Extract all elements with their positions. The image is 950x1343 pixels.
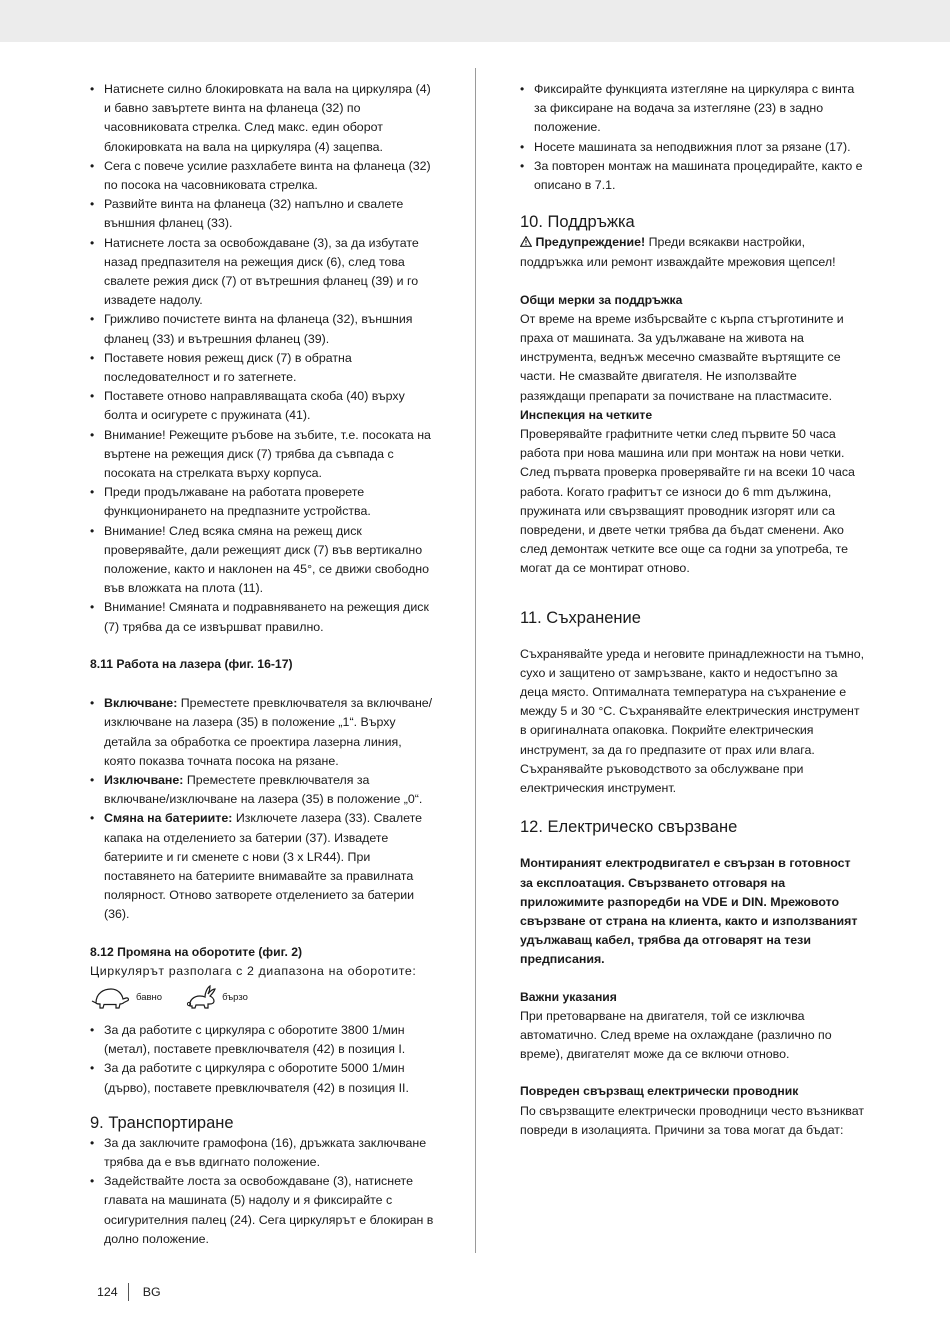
list-item: • Сега с повече усилие разхлабете винта на фланеца (32) по посока на часовниковата стрелка. [90,157,435,195]
fast-label: бързо [222,992,248,1004]
storage-text: Съхранявайте уреда и неговите принадлежности на тъмно, сухо и защитено от замръзване, както и недостъпно за деца място. Оптималната температура на съхранение е между 5 и 30 °C. Съхранявайте електрическия инструмент в оригиналната опаковка. Покрийте електрическия инструмент, за да го предпазите от прах или влага. Съхранявайте ръководството за обслужване при електрическия инструмент. [520,646,865,796]
electrical-notice: Монтираният електродвигател е свързан в готовност за експлоатация. Свързването отговаря на приложимите разпоредби на VDE и DIN. Мрежовото свързване от страна на клиента, както и използваният удължаващ кабел, трябва да отговарят на тези предписания. [520,856,858,967]
list-item: • За да работите с циркуляра с оборотите 5000 1/мин (дърво), поставете превключвателя (42) в позиция II. [90,1059,435,1097]
laser-on-label: Включване: [104,696,178,711]
maintenance-heading: 10. Поддръжка [520,213,635,232]
list-item [90,694,435,771]
battery-label: Смяна на батериите: [104,811,233,826]
list-item: • Задействайте лоста за освобождаване (3), натиснете главата на машината (5) надолу и я фиксирайте с осигурителния палец (24). Сега циркулярът е блокиран в долно положение. [90,1172,435,1249]
list-item [90,809,435,924]
top-band [0,0,950,42]
speed-icons-row [90,981,435,1015]
battery-text: Изключете лазера (33). Свалете капака на отделението за батерии (37). Извадете батериите и ги сменете с нови (3 x LR44). При поставянето на батериите внимавайте за правилната полярност. Отново затворете отделението за батерии (36). [104,811,422,922]
list-item: • Внимание! След всяка смяна на режещ диск проверявайте, дали режещият диск (7) във вертикално положение, както и наклонен на 45°, се движи свободно във вложката на плота (11). [90,522,435,599]
laser-off-text: Преместете превключвателя за включване/изключване на лазера (35) в положение „0“. [104,772,423,807]
rabbit-icon [186,984,218,1012]
list-item: • Фиксирайте функцията изтегляне на циркуляра с винта за фиксиране на водача за изтегляне (23) в задно положение. [520,80,865,138]
language-code: BG [142,1285,161,1299]
turtle-icon [90,985,130,1011]
general-maintenance-text: От време на време избърсвайте с кърпа стърготините и праха от машината. За удължаване на живота на инструмента, веднъж месечно смазвайте въртящите се части. Не смазвайте двигателя. Не използвайте разяждащи препарати за почистване на пластмасите. [520,311,844,403]
page-number: 124 [97,1285,118,1299]
right-column [520,80,865,1140]
warning-triangle-icon [520,234,532,253]
storage-heading: 11. Съхранение [520,608,641,627]
list-item [90,771,435,809]
laser-on-text: Преместете превключвателя за включване/изключване на лазера (35) в положение „1“. Върху детайла за обработка се проектира лазерна линия, която показва точната посока на рязане. [104,696,433,768]
list-item: • Грижливо почистете винта на фланеца (32), външния фланец (33) и вътрешния фланец (39). [90,310,435,348]
speed-steps [90,1021,435,1098]
important-notes-heading: Важни указания [520,989,617,1004]
list-item: • Преди продължаване на работата проверете функционирането на предпазните устройства. [90,483,435,521]
transport-heading: 9. Транспортиране [90,1113,234,1132]
brush-inspection-text: Проверявайте графитните четки след първите 50 часа работа при нова машина или при монтаж на нови четки. След първата проверка проверявайте ги на всеки 10 часа работа. Когато графитът се износи до 6 mm дължина, пружината или свързващият проводник изгорят или са повредени, и двете четки трябва да бъдат сменени. Ако след демонтаж четките все още са годни за употреба, те могат да се монтират отново. [520,427,855,576]
laser-off-label: Изключване: [104,772,184,787]
warning-text: Преди всякакви настройки, поддръжка или ремонт изваждайте мрежовия щепсел! [520,235,836,270]
speed-heading: 8.12 Промяна на оборотите (фиг. 2) [90,944,303,959]
brush-inspection-heading: Инспекция на четките [520,407,653,422]
list-item: • За повторен монтаж на машината процедирайте, както е описано в 7.1. [520,157,865,195]
maintenance-warning [520,233,865,272]
list-item: • Поставете отново направляващата скоба (40) върху болта и осигурете с пружината (41). [90,387,435,425]
list-item: • Внимание! Режещите ръбове на зъбите, т.е. посоката на въртене на режещия диск (7) трябва да съвпада с посоката на стрелката върху корпуса. [90,426,435,484]
list-item: • Натиснете силно блокировката на вала на циркуляра (4) и бавно завъртете винта на фланеца (32) по часовниковата стрелка. След макс. един оборот блокировката на вала на циркуляра (4) зацепва. [90,80,435,157]
list-item: • Натиснете лоста за освобождаване (3), за да избутате назад предпазителя на режещия диск (6), след това свалете режия диск (7) от вътрешния фланец (39) и го извадете надолу. [90,234,435,311]
laser-heading: 8.11 Работа на лазера (фиг. 16-17) [90,656,293,671]
warning-label: Предупреждение! [535,235,646,250]
transport-steps-continued [520,80,865,195]
list-item: • Поставете новия режещ диск (7) в обратна последователност и го затегнете. [90,349,435,387]
electrical-heading: 12. Електрическо свързване [520,818,738,837]
footer-separator [128,1283,129,1301]
list-item: • Развийте винта на фланеца (32) напълно и свалете външния фланец (33). [90,195,435,233]
column-divider [475,68,476,1253]
blade-change-steps [90,80,435,637]
speed-intro: Циркулярът разполага с 2 диапазона на оборотите: [90,963,417,978]
slow-label: бавно [136,992,163,1004]
general-maintenance-heading: Общи мерки за поддръжка [520,292,683,307]
damaged-cable-text: По свързващите електрически проводници често възникват повреди в изолацията. Причини за това могат да бъдат: [520,1103,865,1137]
list-item: • За да работите с циркуляра с оборотите 3800 1/мин (метал), поставете превключвателя (42) в позиция I. [90,1021,435,1059]
transport-steps [90,1134,435,1249]
left-column [90,80,435,1249]
list-item: • За да заключите грамофона (16), дръжката заключване трябва да е във вдигнато положение. [90,1134,435,1172]
list-item: • Носете машината за неподвижния плот за рязане (17). [520,138,865,157]
laser-steps [90,694,435,924]
list-item: • Внимание! Смяната и подравняването на режещия диск (7) трябва да се извършват правилно. [90,598,435,636]
page-footer [97,1283,161,1301]
damaged-cable-heading: Повреден свързващ електрически проводник [520,1084,799,1099]
important-notes-text: При претоварване на двигателя, той се изключва автоматично. След време на охлаждане (различно по време), двигателят може да се включи отново. [520,1008,832,1062]
